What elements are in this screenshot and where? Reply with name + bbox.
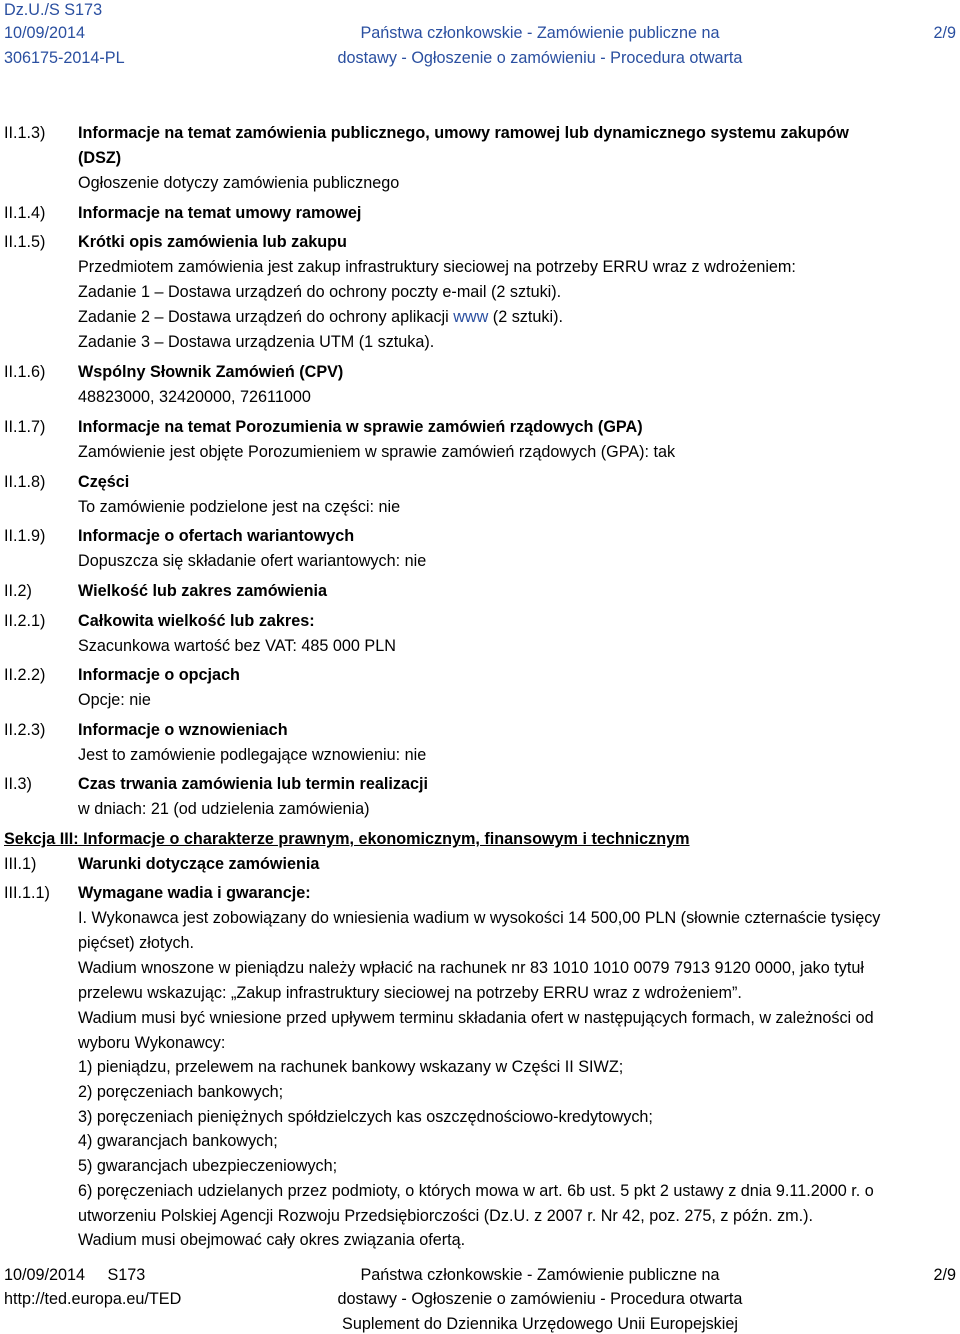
- section-body: Szacunkowa wartość bez VAT: 485 000 PLN: [78, 637, 396, 655]
- guarantee-text-line: 1) pieniądzu, przelewem na rachunek bankowy wskazany w Części II SIWZ;: [78, 1058, 624, 1076]
- guarantee-text-line: utworzeniu Polskiej Agencji Rozwoju Przedsiębiorczości (Dz.U. z 2007 r. Nr 42, poz. 275, z późn. zm.).: [78, 1207, 814, 1225]
- guarantee-text-line: 6) poręczeniach udzielanych przez podmioty, o których mowa w art. 6b ust. 5 pkt 2 ustawy z dnia 9.11.2000 r. o: [78, 1182, 874, 1200]
- section-number: II.1.9): [4, 527, 46, 545]
- section-number: II.1.7): [4, 418, 46, 436]
- guarantee-text-line: 2) poręczeniach bankowych;: [78, 1083, 284, 1101]
- section-title: Wspólny Słownik Zamówień (CPV): [78, 363, 344, 381]
- guarantee-text-line: wyboru Wykonawcy:: [78, 1034, 226, 1052]
- footer-title-line2: dostawy - Ogłoszenie o zamówieniu - Procedura otwarta: [337, 1290, 743, 1308]
- header-page-number: 2/9: [933, 24, 956, 42]
- section-title: Części: [78, 473, 130, 491]
- section-iii-heading: Sekcja III: Informacje o charakterze prawnym, ekonomicznym, finansowym i technicznym: [4, 830, 690, 848]
- guarantee-text-line: 4) gwarancjach bankowych;: [78, 1132, 278, 1150]
- footer-date-code: 10/09/2014 S173: [4, 1266, 146, 1284]
- section-number: II.2.2): [4, 666, 46, 684]
- section-body: Opcje: nie: [78, 691, 151, 709]
- guarantee-text-line: przelewu wskazując: „Zakup infrastruktury sieciowej na potrzeby ERRU wraz z wdrożeniem”.: [78, 984, 742, 1002]
- section-body: w dniach: 21 (od udzielenia zamówienia): [78, 800, 370, 818]
- section-number: II.1.6): [4, 363, 46, 381]
- section-title: Czas trwania zamówienia lub termin realizacji: [78, 775, 428, 793]
- section-number: II.2.3): [4, 721, 46, 739]
- header-date: 10/09/2014: [4, 24, 86, 42]
- www-link[interactable]: www: [453, 308, 489, 326]
- section-title: Informacje na temat Porozumienia w sprawie zamówień rządowych (GPA): [78, 418, 643, 436]
- section-number: II.1.8): [4, 473, 46, 491]
- section-title: Informacje o wznowieniach: [78, 721, 288, 739]
- section-title: Wymagane wadia i gwarancje:: [78, 884, 311, 902]
- section-title: Całkowita wielkość lub zakres:: [78, 612, 315, 630]
- guarantee-text-line: Wadium wnoszone w pieniądzu należy wpłacić na rachunek nr 83 1010 1010 0079 7913 9120 0000, jako tytuł: [78, 959, 864, 977]
- section-title: Wielkość lub zakres zamówienia: [78, 582, 328, 600]
- footer-url[interactable]: http://ted.europa.eu/TED: [4, 1290, 182, 1308]
- section-title: Informacje na temat umowy ramowej: [78, 204, 362, 222]
- section-body: Zamówienie jest objęte Porozumieniem w sprawie zamówień rządowych (GPA): tak: [78, 443, 676, 461]
- section-body: Zadanie 3 – Dostawa urządzenia UTM (1 sztuka).: [78, 333, 435, 351]
- guarantee-text-line: Wadium musi obejmować cały okres związania ofertą.: [78, 1231, 466, 1249]
- section-body: 48823000, 32420000, 72611000: [78, 388, 311, 406]
- section-number: III.1.1): [4, 884, 50, 902]
- footer-title-line3: Suplement do Dziennika Urzędowego Unii Europejskiej: [342, 1315, 738, 1333]
- section-body: Dopuszcza się składanie ofert wariantowych: nie: [78, 552, 427, 570]
- section-body: Zadanie 2 – Dostawa urządzeń do ochrony aplikacji www (2 sztuki).: [78, 308, 563, 326]
- section-number: II.3): [4, 775, 32, 793]
- section-title: Informacje o opcjach: [78, 666, 240, 684]
- guarantee-text-line: I. Wykonawca jest zobowiązany do wniesienia wadium w wysokości 14 500,00 PLN (słownie czternaście tysięcy: [78, 909, 881, 927]
- guarantee-text-line: pięćset) złotych.: [78, 934, 195, 952]
- guarantee-text-line: Wadium musi być wniesione przed upływem terminu składania ofert w następujących formach, w zależności od: [78, 1009, 874, 1027]
- section-title: Informacje na temat zamówienia publicznego, umowy ramowej lub dynamicznego systemu zakupów: [78, 124, 849, 142]
- header-title-line1: Państwa członkowskie - Zamówienie publiczne na: [360, 24, 720, 42]
- section-body: To zamówienie podzielone jest na części: nie: [78, 498, 401, 516]
- section-title: Krótki opis zamówienia lub zakupu: [78, 233, 347, 251]
- footer-page-number: 2/9: [933, 1266, 956, 1284]
- journal-ref: Dz.U./S S173: [4, 1, 103, 19]
- guarantee-text-line: 3) poręczeniach pieniężnych spółdzielczych kas oszczędnościowo-kredytowych;: [78, 1108, 653, 1126]
- guarantee-text-line: 5) gwarancjach ubezpieczeniowych;: [78, 1157, 338, 1175]
- section-title-cont: (DSZ): [78, 149, 122, 167]
- section-body: Przedmiotem zamówienia jest zakup infrastruktury sieciowej na potrzeby ERRU wraz z wdrożeniem:: [78, 258, 796, 276]
- section-body: Ogłoszenie dotyczy zamówienia publicznego: [78, 174, 400, 192]
- section-number: II.1.5): [4, 233, 46, 251]
- footer-title-line1: Państwa członkowskie - Zamówienie publiczne na: [360, 1266, 720, 1284]
- section-number: II.1.3): [4, 124, 46, 142]
- section-title: Warunki dotyczące zamówienia: [78, 855, 320, 873]
- section-number: II.2.1): [4, 612, 46, 630]
- section-body: Zadanie 1 – Dostawa urządzeń do ochrony poczty e-mail (2 sztuki).: [78, 283, 562, 301]
- section-number: III.1): [4, 855, 37, 873]
- section-number: II.2): [4, 582, 32, 600]
- document-id: 306175-2014-PL: [4, 49, 125, 67]
- section-number: II.1.4): [4, 204, 46, 222]
- section-body: Jest to zamówienie podlegające wznowieniu: nie: [78, 746, 427, 764]
- header-title-line2: dostawy - Ogłoszenie o zamówieniu - Procedura otwarta: [337, 49, 743, 67]
- section-title: Informacje o ofertach wariantowych: [78, 527, 355, 545]
